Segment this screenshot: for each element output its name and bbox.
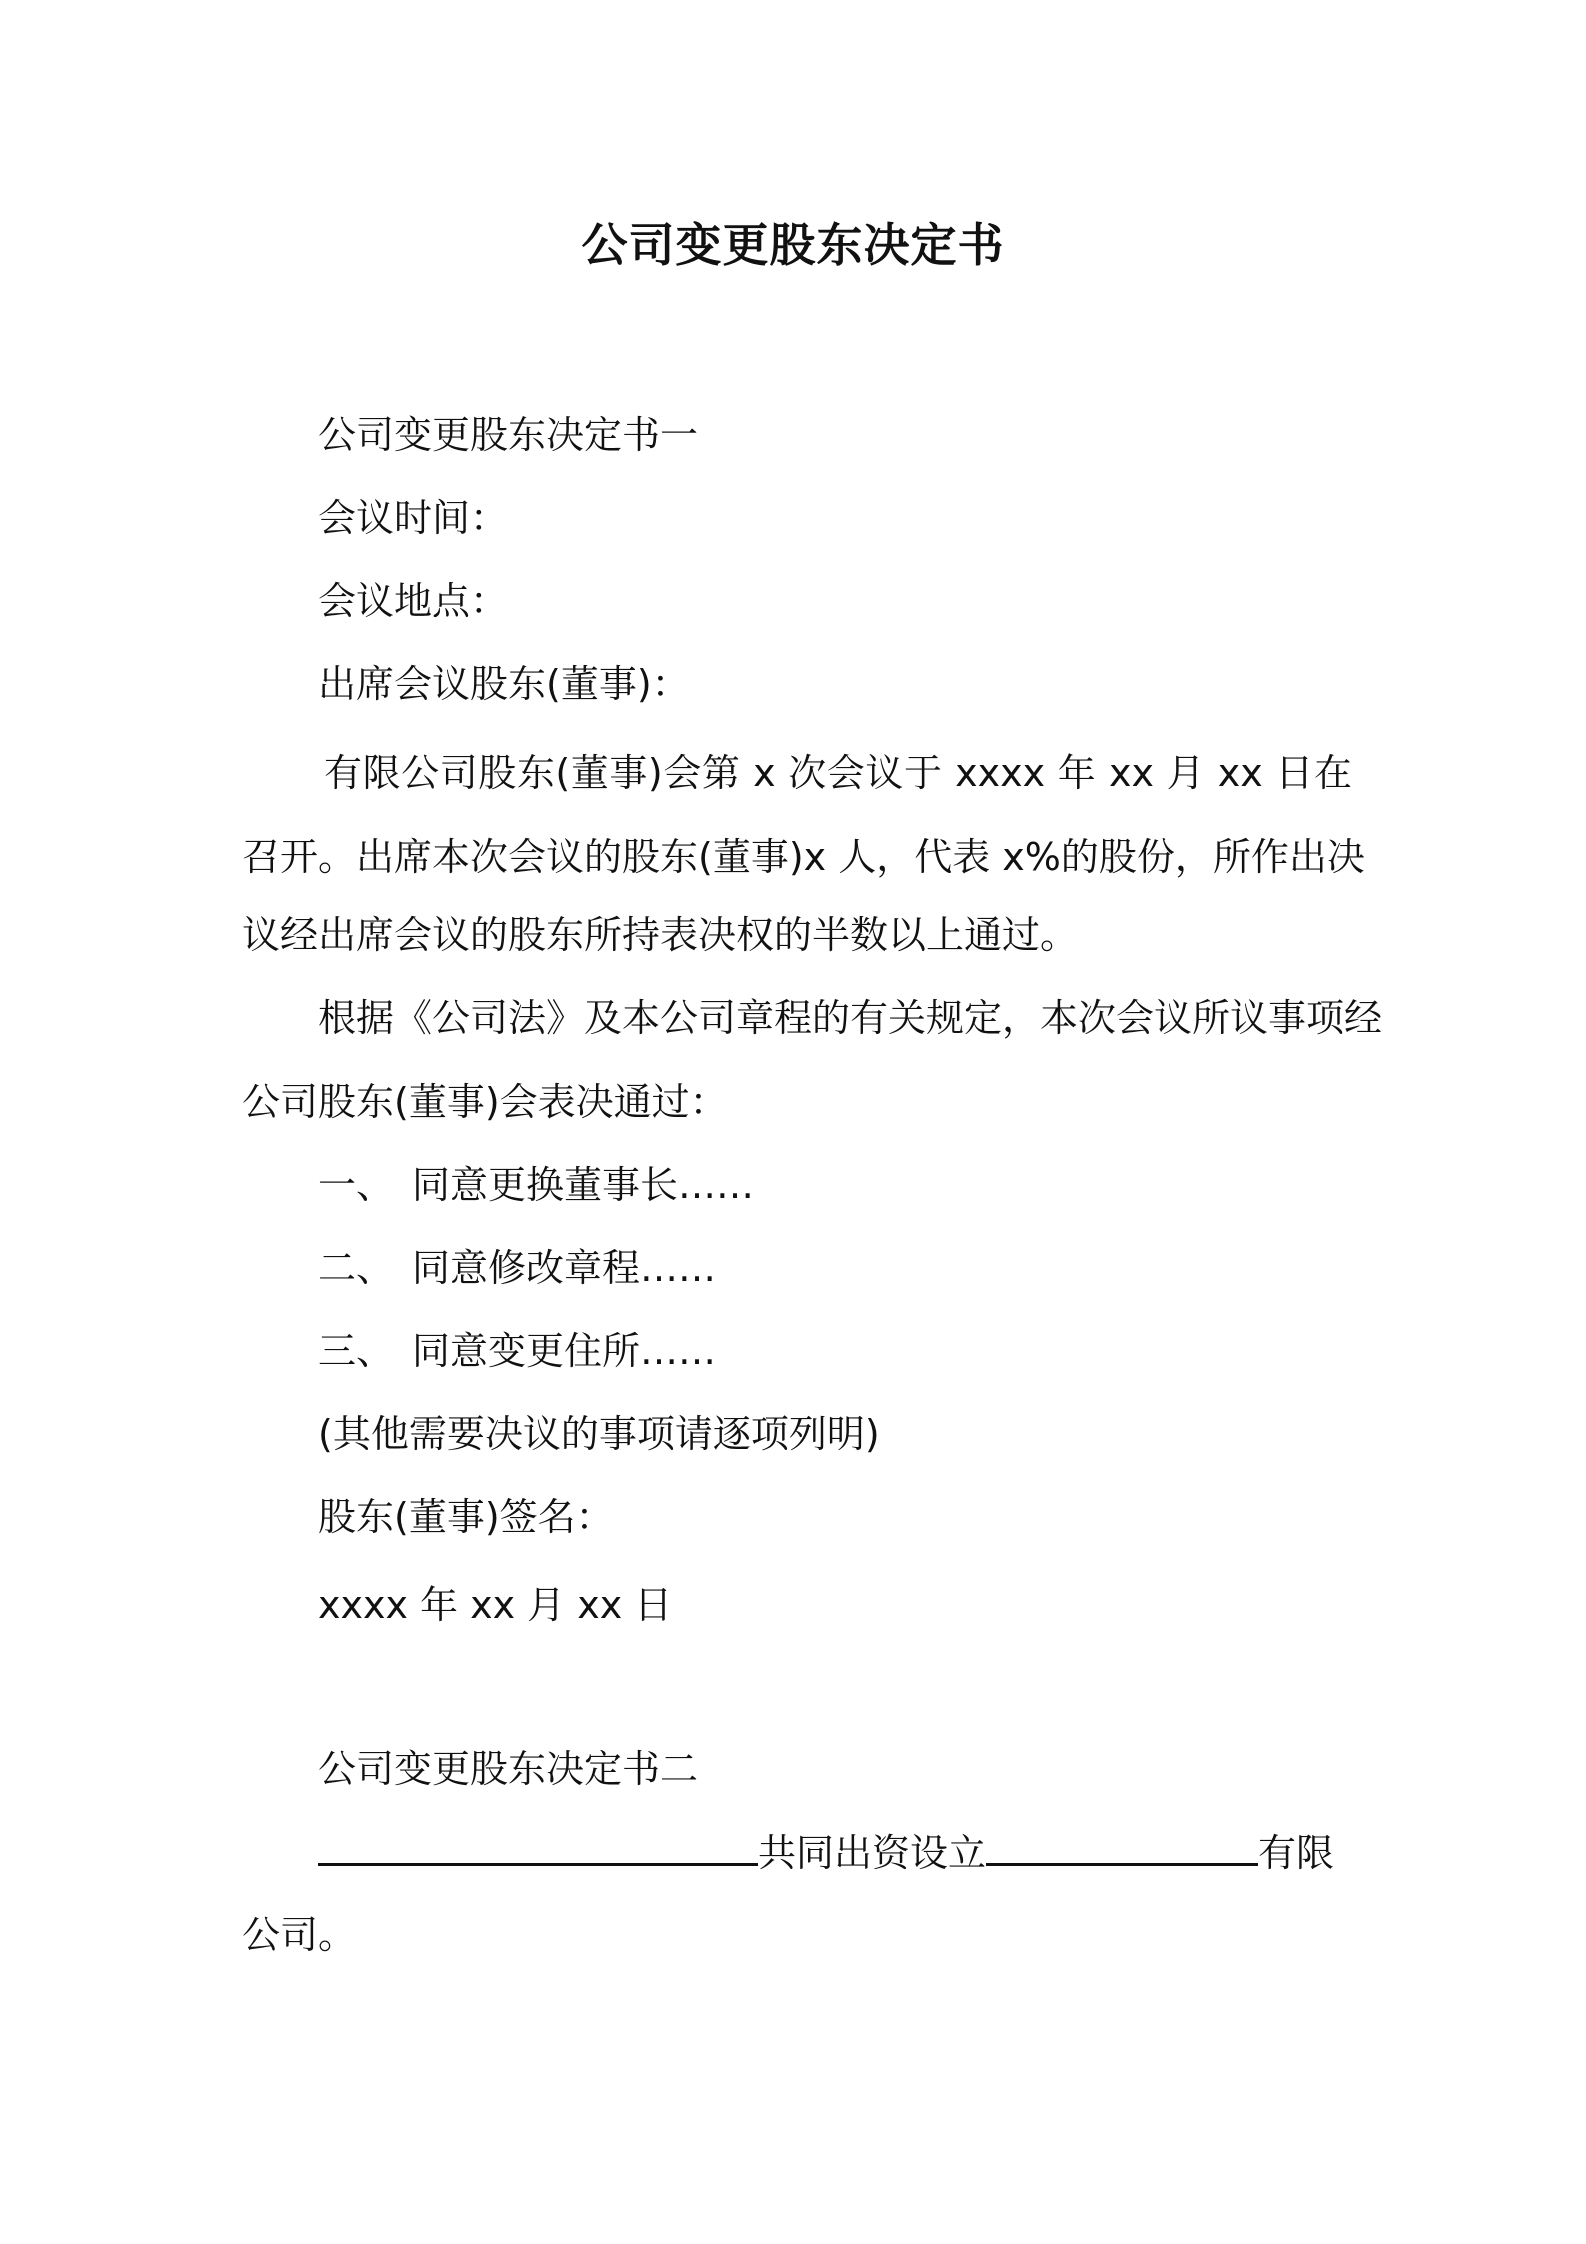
item-number: 一、 [318,1163,395,1207]
item-number: 二、 [318,1246,395,1290]
item-text: 同意变更住所…… [412,1329,717,1373]
meeting-place-label: 会议地点： [318,579,509,623]
blank-shareholders-field[interactable] [318,1829,758,1866]
item-text: 同意修改章程…… [412,1246,717,1290]
section2-heading: 公司变更股东决定书二 [318,1747,699,1791]
paragraph-2-line-1: 根据《公司法》及本公司章程的有关规定，本次会议所议事项经 [318,996,1383,1040]
section2-line-2: 公司。 [242,1913,357,1957]
resolution-item-3 [318,1326,716,1376]
section2-line-1-mid: 共同出资设立 [758,1831,987,1875]
paragraph-1-line-1: 有限公司股东(董事)会第 x 次会议于 xxxx 年 xx 月 xx 日在 [324,751,1352,795]
signature-label: 股东(董事)签名： [318,1495,614,1539]
resolution-item-1 [318,1160,754,1210]
section1-heading: 公司变更股东决定书一 [318,413,699,457]
other-items-note: (其他需要决议的事项请逐项列明) [318,1412,880,1456]
section2-line-1-end: 有限 [1258,1831,1335,1875]
document-title: 公司变更股东决定书 [581,218,1005,272]
meeting-time-label: 会议时间： [318,496,509,540]
paragraph-1-line-2: 召开。出席本次会议的股东(董事)x 人，代表 x%的股份，所作出决 [242,835,1365,879]
attendees-label: 出席会议股东(董事)： [318,662,690,706]
blank-company-name-field[interactable] [986,1829,1258,1866]
paragraph-2-line-2: 公司股东(董事)会表决通过： [242,1080,728,1124]
item-number: 三、 [318,1329,395,1373]
item-text: 同意更换董事长…… [412,1163,755,1207]
paragraph-1-line-3: 议经出席会议的股东所持表决权的半数以上通过。 [242,913,1079,957]
section2-line-1 [318,1828,1334,1878]
resolution-item-2 [318,1243,716,1293]
date-line: xxxx 年 xx 月 xx 日 [318,1583,673,1627]
